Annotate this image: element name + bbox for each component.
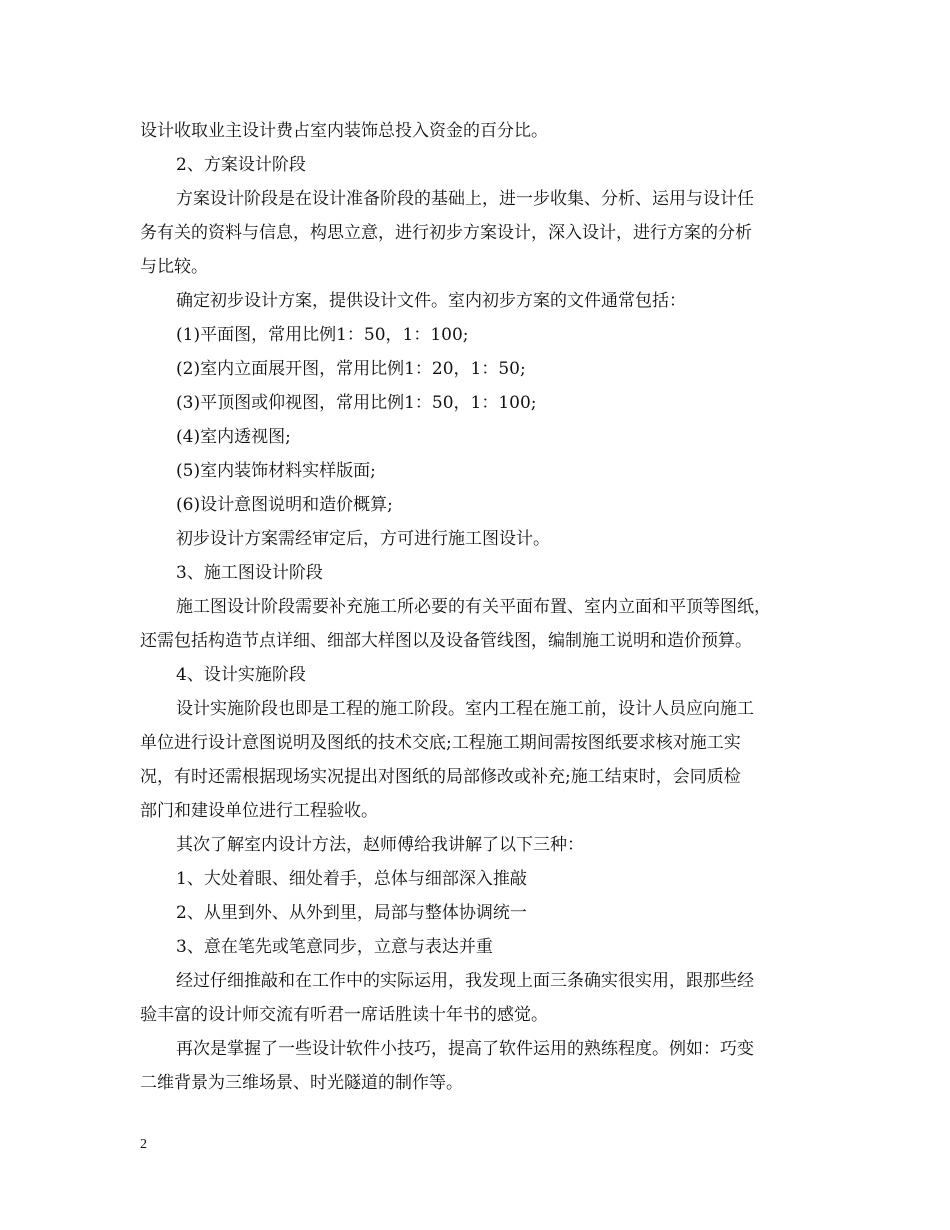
list-item: (1)平面图，常用比例1：50，1：100; — [176, 325, 469, 345]
list-item: (6)设计意图说明和造价概算; — [176, 495, 393, 515]
page-number: 2 — [140, 1137, 147, 1152]
list-item: (5)室内装饰材料实样版面; — [176, 461, 376, 481]
text-line: 况，有时还需根据现场实况提出对图纸的局部修改或补充;施工结束时，会同质检 — [140, 767, 741, 787]
text-line: 其次了解室内设计方法，赵师傅给我讲解了以下三种： — [176, 835, 584, 855]
list-item: (4)室内透视图; — [176, 427, 291, 447]
list-item: (3)平顶图或仰视图，常用比例1：50，1：100; — [176, 393, 537, 413]
text-line: 初步设计方案需经审定后，方可进行施工图设计。 — [176, 529, 550, 549]
section-heading: 3、施工图设计阶段 — [176, 563, 323, 583]
body-text — [140, 114, 820, 1100]
text-line: 再次是掌握了一些设计软件小技巧，提高了软件运用的熟练程度。例如：巧变 — [176, 1039, 754, 1059]
list-item: 2、从里到外、从外到里，局部与整体协调统一 — [176, 903, 527, 923]
text-line: 务有关的资料与信息，构思立意，进行初步方案设计，深入设计，进行方案的分析 — [140, 223, 752, 243]
text-line: 还需包括构造节点详细、细部大样图以及设备管线图，编制施工说明和造价预算。 — [140, 631, 752, 651]
text-line: 施工图设计阶段需要补充施工所必要的有关平面布置、室内立面和平顶等图纸， — [176, 597, 771, 617]
text-line: 部门和建设单位进行工程验收。 — [140, 801, 378, 821]
list-item: 3、意在笔先或笔意同步，立意与表达并重 — [176, 937, 493, 957]
text-line: 确定初步设计方案，提供设计文件。室内初步方案的文件通常包括： — [176, 291, 686, 311]
text-line: 经过仔细推敲和在工作中的实际运用，我发现上面三条确实很实用，跟那些经 — [176, 971, 754, 991]
text-line: 单位进行设计意图说明及图纸的技术交底;工程施工期间需按图纸要求核对施工实 — [140, 733, 741, 753]
list-item: 1、大处着眼、细处着手，总体与细部深入推敲 — [176, 869, 527, 889]
text-line: 验丰富的设计师交流有听君一席话胜读十年书的感觉。 — [140, 1005, 548, 1025]
text-line: 二维背景为三维场景、时光隧道的制作等。 — [140, 1073, 463, 1093]
text-line: 方案设计阶段是在设计准备阶段的基础上，进一步收集、分析、运用与设计任 — [176, 189, 754, 209]
text-line: 设计实施阶段也即是工程的施工阶段。室内工程在施工前，设计人员应向施工 — [176, 699, 754, 719]
section-heading: 4、设计实施阶段 — [176, 665, 306, 685]
list-item: (2)室内立面展开图，常用比例1：20，1：50; — [176, 359, 526, 379]
text-line: 与比较。 — [140, 257, 208, 277]
text-line: 设计收取业主设计费占室内装饰总投入资金的百分比。 — [140, 121, 548, 141]
section-heading: 2、方案设计阶段 — [176, 155, 306, 175]
